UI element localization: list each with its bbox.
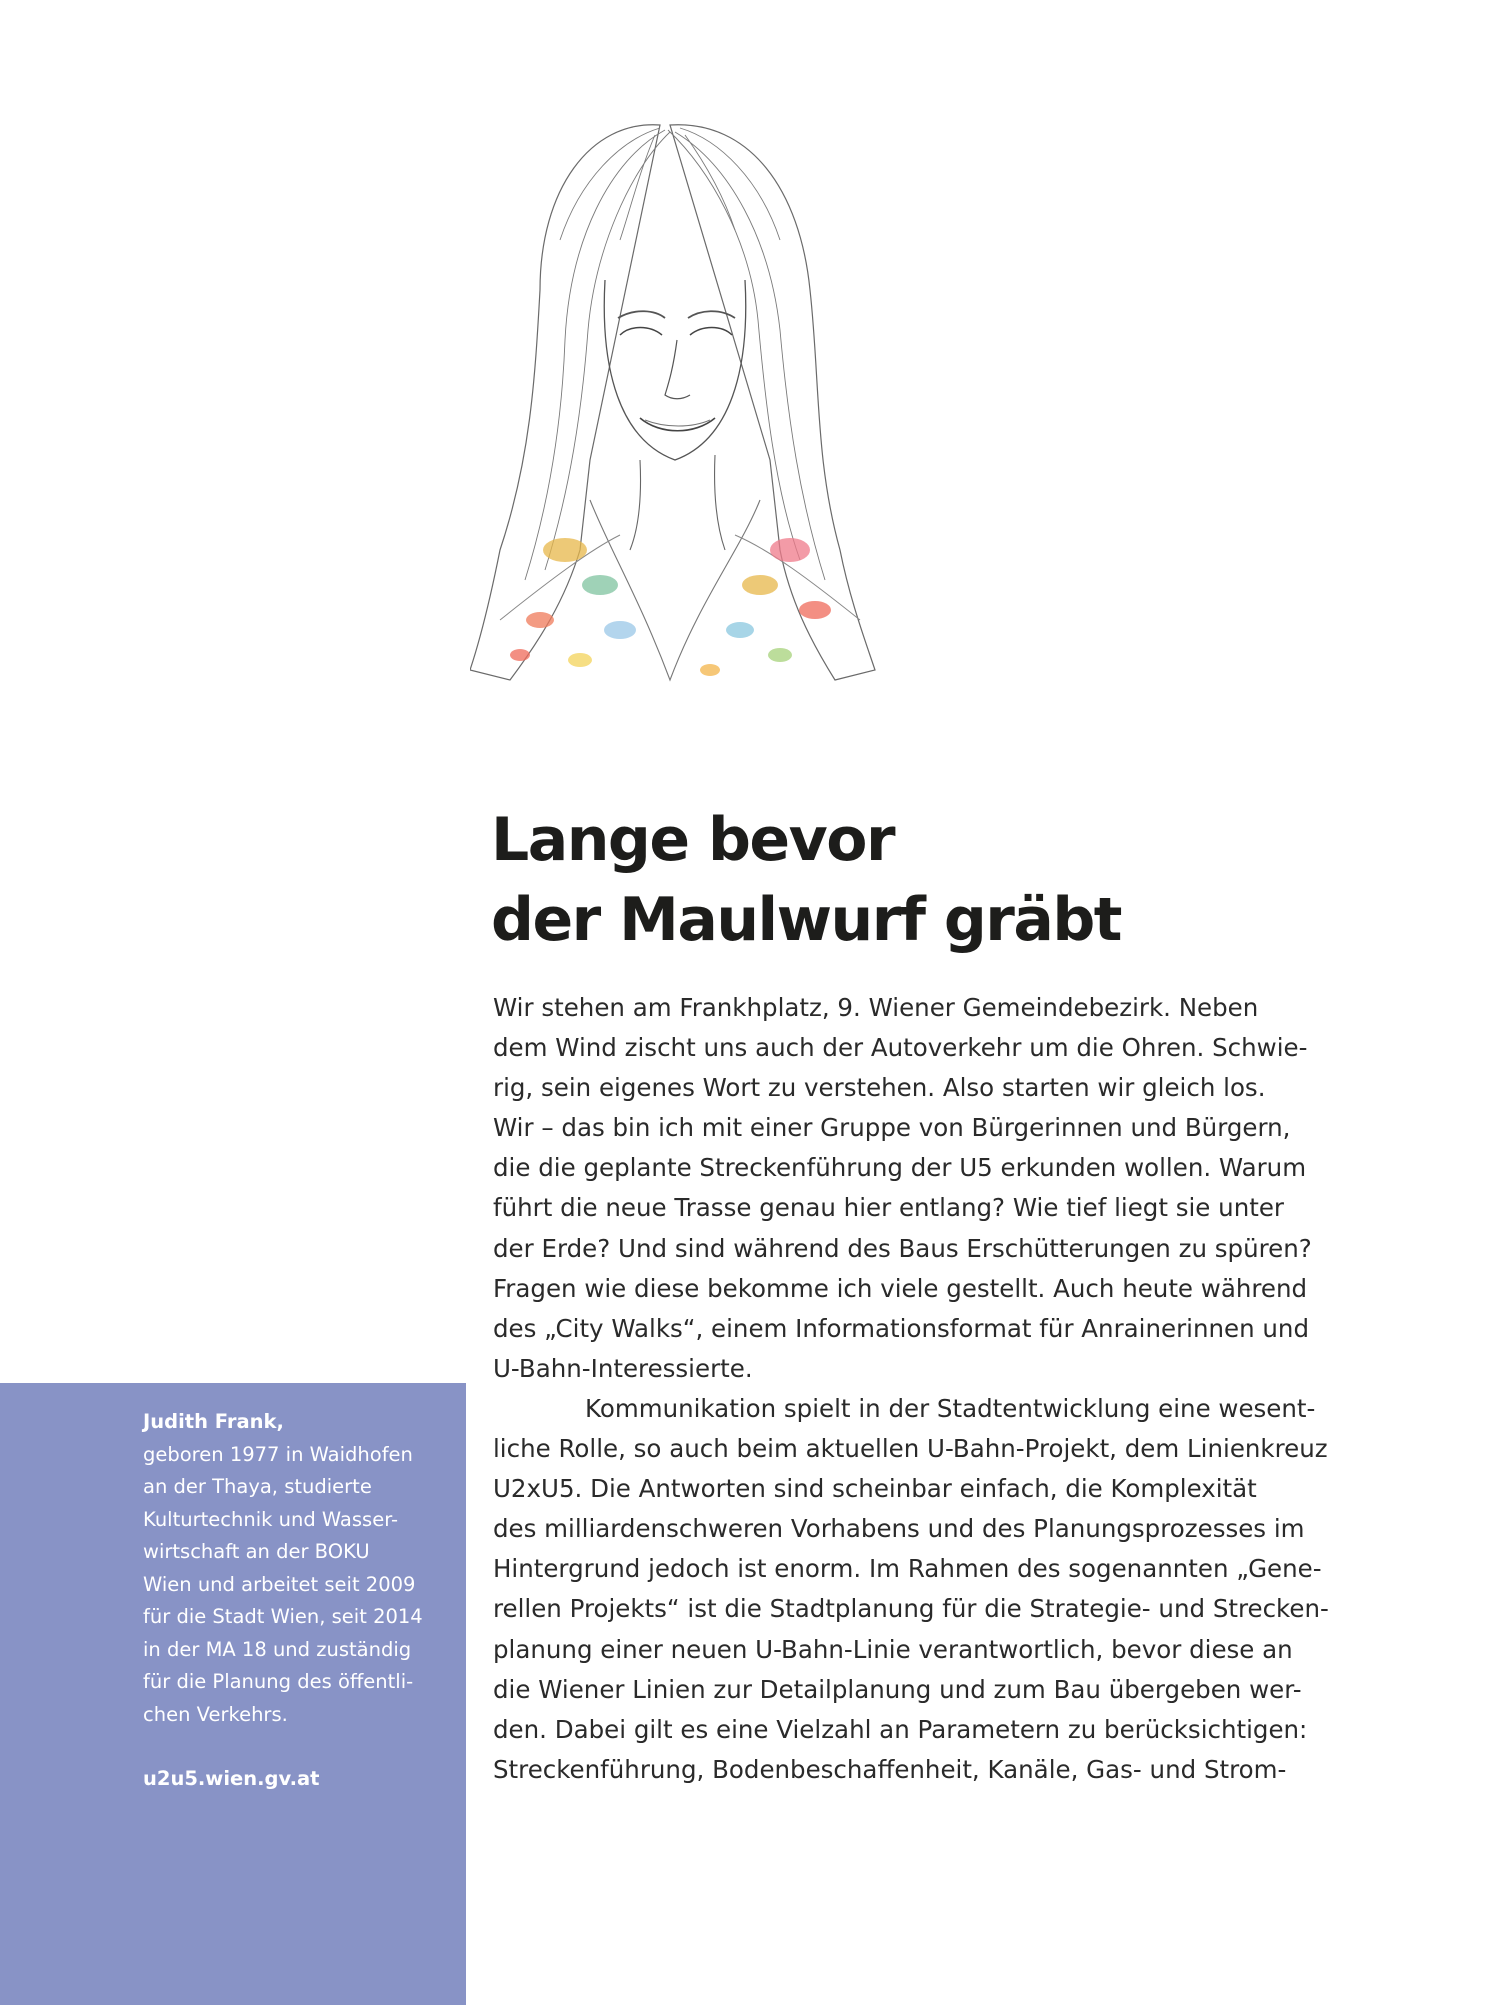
body-line: U-Bahn-Interessierte. <box>493 1353 753 1383</box>
bio-line: geboren 1977 in Waidhofen <box>143 1442 413 1466</box>
bio-line: Kulturtechnik und Wasser- <box>143 1507 399 1531</box>
body-line: rellen Projekts“ ist die Stadtplanung für die Strategie- und Strecken- <box>493 1594 1329 1624</box>
body-line: den. Dabei gilt es eine Vielzahl an Parametern zu berücksichtigen: <box>493 1714 1308 1744</box>
bio-line: in der MA 18 und zuständig <box>143 1637 412 1661</box>
body-line: Kommunikation spielt in der Stadtentwicklung eine wesent- <box>585 1393 1316 1423</box>
title-line: Lange bevor <box>491 805 895 875</box>
body-line: der Erde? Und sind während des Baus Erschütterungen zu spüren? <box>493 1233 1312 1263</box>
article-body <box>493 988 1453 1790</box>
portrait-illustration-icon <box>470 80 890 800</box>
body-line: U2xU5. Die Antworten sind scheinbar einfach, die Komplexität <box>493 1474 1257 1504</box>
body-line: Streckenführung, Bodenbeschaffenheit, Kanäle, Gas- und Strom- <box>493 1754 1287 1784</box>
body-line: des milliardenschweren Vorhabens und des Planungsprozesses im <box>493 1514 1305 1544</box>
body-line: planung einer neuen U-Bahn-Linie verantwortlich, bevor diese an <box>493 1634 1293 1664</box>
bio-line: an der Thaya, studierte <box>143 1475 372 1498</box>
title-line: der Maulwurf gräbt <box>491 885 1121 955</box>
bio-line: chen Verkehrs. <box>143 1702 288 1726</box>
body-line: führt die neue Trasse genau hier entlang? Wie tief liegt sie unter <box>493 1193 1284 1223</box>
body-line: Hintergrund jedoch ist enorm. Im Rahmen des sogenannten „Gene- <box>493 1554 1322 1584</box>
website-link[interactable]: u2u5.wien.gv.at <box>143 1767 320 1790</box>
author-bio <box>143 1406 463 1796</box>
body-line: rig, sein eigenes Wort zu verstehen. Also starten wir gleich los. <box>493 1073 1266 1103</box>
body-line: Wir stehen am Frankhplatz, 9. Wiener Gemeindebezirk. Neben <box>493 993 1259 1022</box>
bio-line: für die Stadt Wien, seit 2014 <box>143 1605 423 1628</box>
body-line: liche Rolle, so auch beim aktuellen U-Bahn-Projekt, dem Linienkreuz <box>493 1434 1328 1464</box>
bio-line: wirtschaft an der BOKU <box>143 1540 370 1563</box>
body-line: die die geplante Streckenführung der U5 erkunden wollen. Warum <box>493 1153 1307 1183</box>
bio-line: für die Planung des öffentli- <box>143 1670 414 1693</box>
body-line: Wir – das bin ich mit einer Gruppe von Bürgerinnen und Bürgern, <box>493 1113 1291 1143</box>
article-title <box>491 800 1451 960</box>
bio-line: Wien und arbeitet seit 2009 <box>143 1572 416 1596</box>
author-name: Judith Frank, <box>143 1410 284 1433</box>
body-line: Fragen wie diese bekomme ich viele gestellt. Auch heute während <box>493 1273 1308 1303</box>
body-line: dem Wind zischt uns auch der Autoverkehr um die Ohren. Schwie- <box>493 1033 1308 1063</box>
body-line: die Wiener Linien zur Detailplanung und zum Bau übergeben wer- <box>493 1674 1302 1704</box>
body-line: des „City Walks“, einem Informationsformat für Anrainerinnen und <box>493 1313 1310 1343</box>
